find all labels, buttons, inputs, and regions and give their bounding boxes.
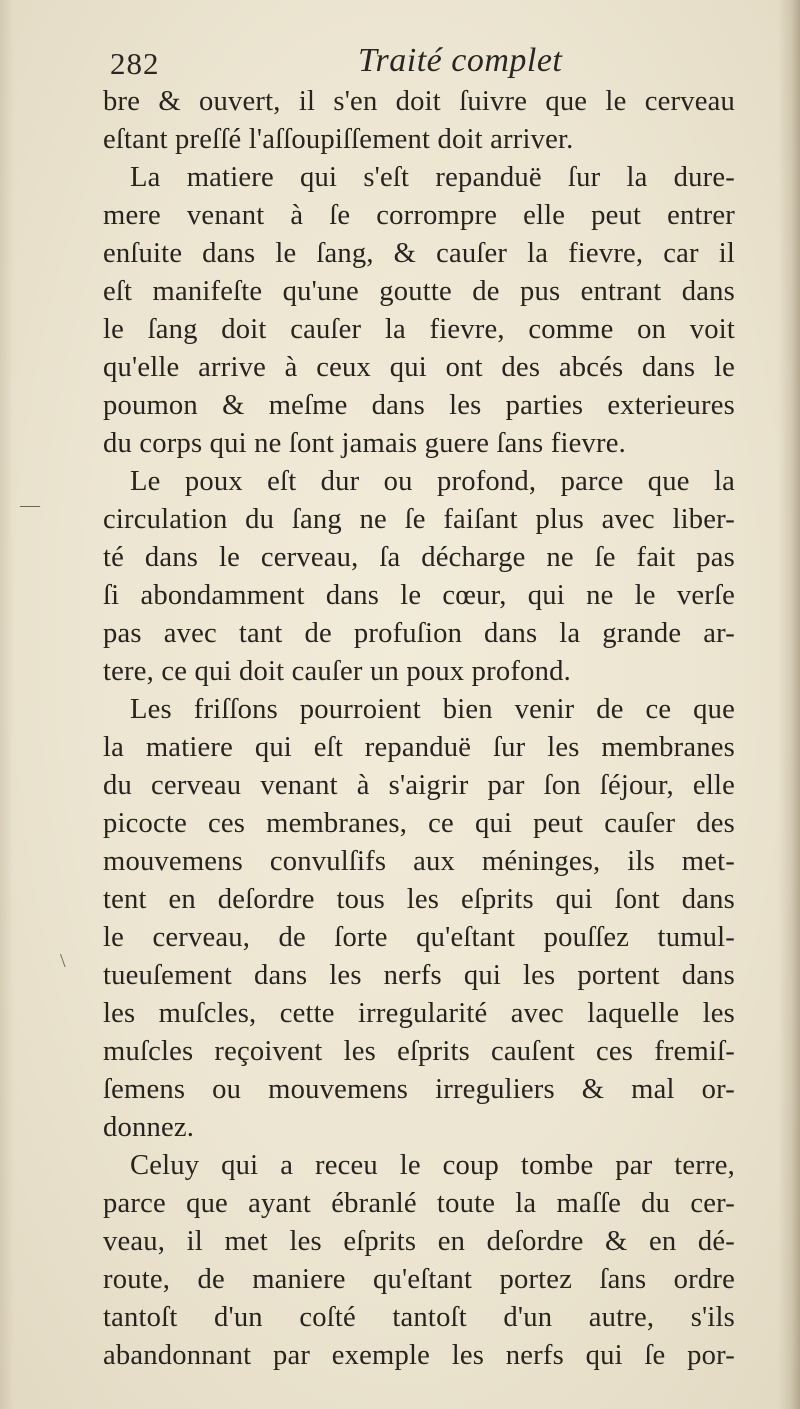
text-line: tent en deſordre tous les eſprits qui ſont dans [103, 884, 735, 915]
text-line: pas avec tant de profuſion dans la grande ar- [103, 618, 735, 649]
running-title: Traité complet [358, 42, 563, 79]
text-line: le ſang doit cauſer la fievre, comme on voit [103, 314, 735, 345]
text-line: eſt manifeſte qu'une goutte de pus entrant dans [103, 276, 735, 307]
page-edge-shadow [778, 0, 800, 1409]
text-line: parce que ayant ébranlé toute la maſſe du cer- [103, 1188, 735, 1219]
margin-tick-mark: \ [60, 950, 66, 972]
text-line: veau, il met les eſprits en deſordre & en dé- [103, 1226, 735, 1257]
text-line: La matiere qui s'eſt repanduë ſur la dure- [130, 162, 735, 193]
text-line: du cerveau venant à s'aigrir par ſon ſéjour, elle [103, 770, 735, 801]
text-line: muſcles reçoivent les eſprits cauſent ces fremiſ- [103, 1036, 735, 1067]
page-gutter-shadow [0, 0, 14, 1409]
page-number: 282 [110, 46, 160, 81]
text-line: tere, ce qui doit cauſer un poux profond. [103, 656, 571, 687]
margin-dash-mark: — [20, 494, 40, 516]
text-line: eſtant preſſé l'aſſoupiſſement doit arriver. [103, 124, 574, 155]
text-line: circulation du ſang ne ſe faiſant plus avec liber- [103, 504, 735, 535]
text-line: le cerveau, de ſorte qu'eſtant pouſſez tumul- [103, 922, 735, 953]
text-line: la matiere qui eſt repanduë ſur les membranes [103, 732, 735, 763]
text-line: mouvemens convulſifs aux méninges, ils met- [103, 846, 735, 877]
text-line: ſi abondamment dans le cœur, qui ne le verſe [103, 580, 735, 611]
text-line: poumon & meſme dans les parties exterieures [103, 390, 735, 421]
text-line: Celuy qui a receu le coup tombe par terre, [130, 1150, 735, 1181]
text-line: ſemens ou mouvemens irreguliers & mal or- [103, 1074, 735, 1105]
text-line: tueuſement dans les nerfs qui les portent dans [103, 960, 735, 991]
text-line: picocte ces membranes, ce qui peut cauſer des [103, 808, 735, 839]
text-line: donnez. [103, 1112, 195, 1143]
text-line: abandonnant par exemple les nerfs qui ſe por- [103, 1340, 735, 1371]
text-line: Les friſſons pourroient bien venir de ce que [130, 694, 735, 725]
text-line: Le poux eſt dur ou profond, parce que la [130, 466, 735, 497]
text-line: mere venant à ſe corrompre elle peut entrer [103, 200, 735, 231]
text-line: qu'elle arrive à ceux qui ont des abcés dans le [103, 352, 735, 383]
running-header [110, 38, 750, 88]
text-line: les muſcles, cette irregularité avec laquelle les [103, 998, 735, 1029]
text-line: tantoſt d'un coſté tantoſt d'un autre, s'ils [103, 1302, 735, 1333]
text-line: du corps qui ne ſont jamais guere ſans fievre. [103, 428, 626, 459]
text-line: bre & ouvert, il s'en doit ſuivre que le cerveau [103, 86, 735, 117]
text-line: route, de maniere qu'eſtant portez ſans ordre [103, 1264, 735, 1295]
text-line: té dans le cerveau, ſa décharge ne ſe fait pas [103, 542, 735, 573]
text-line: enſuite dans le ſang, & cauſer la fievre, car il [103, 238, 735, 269]
